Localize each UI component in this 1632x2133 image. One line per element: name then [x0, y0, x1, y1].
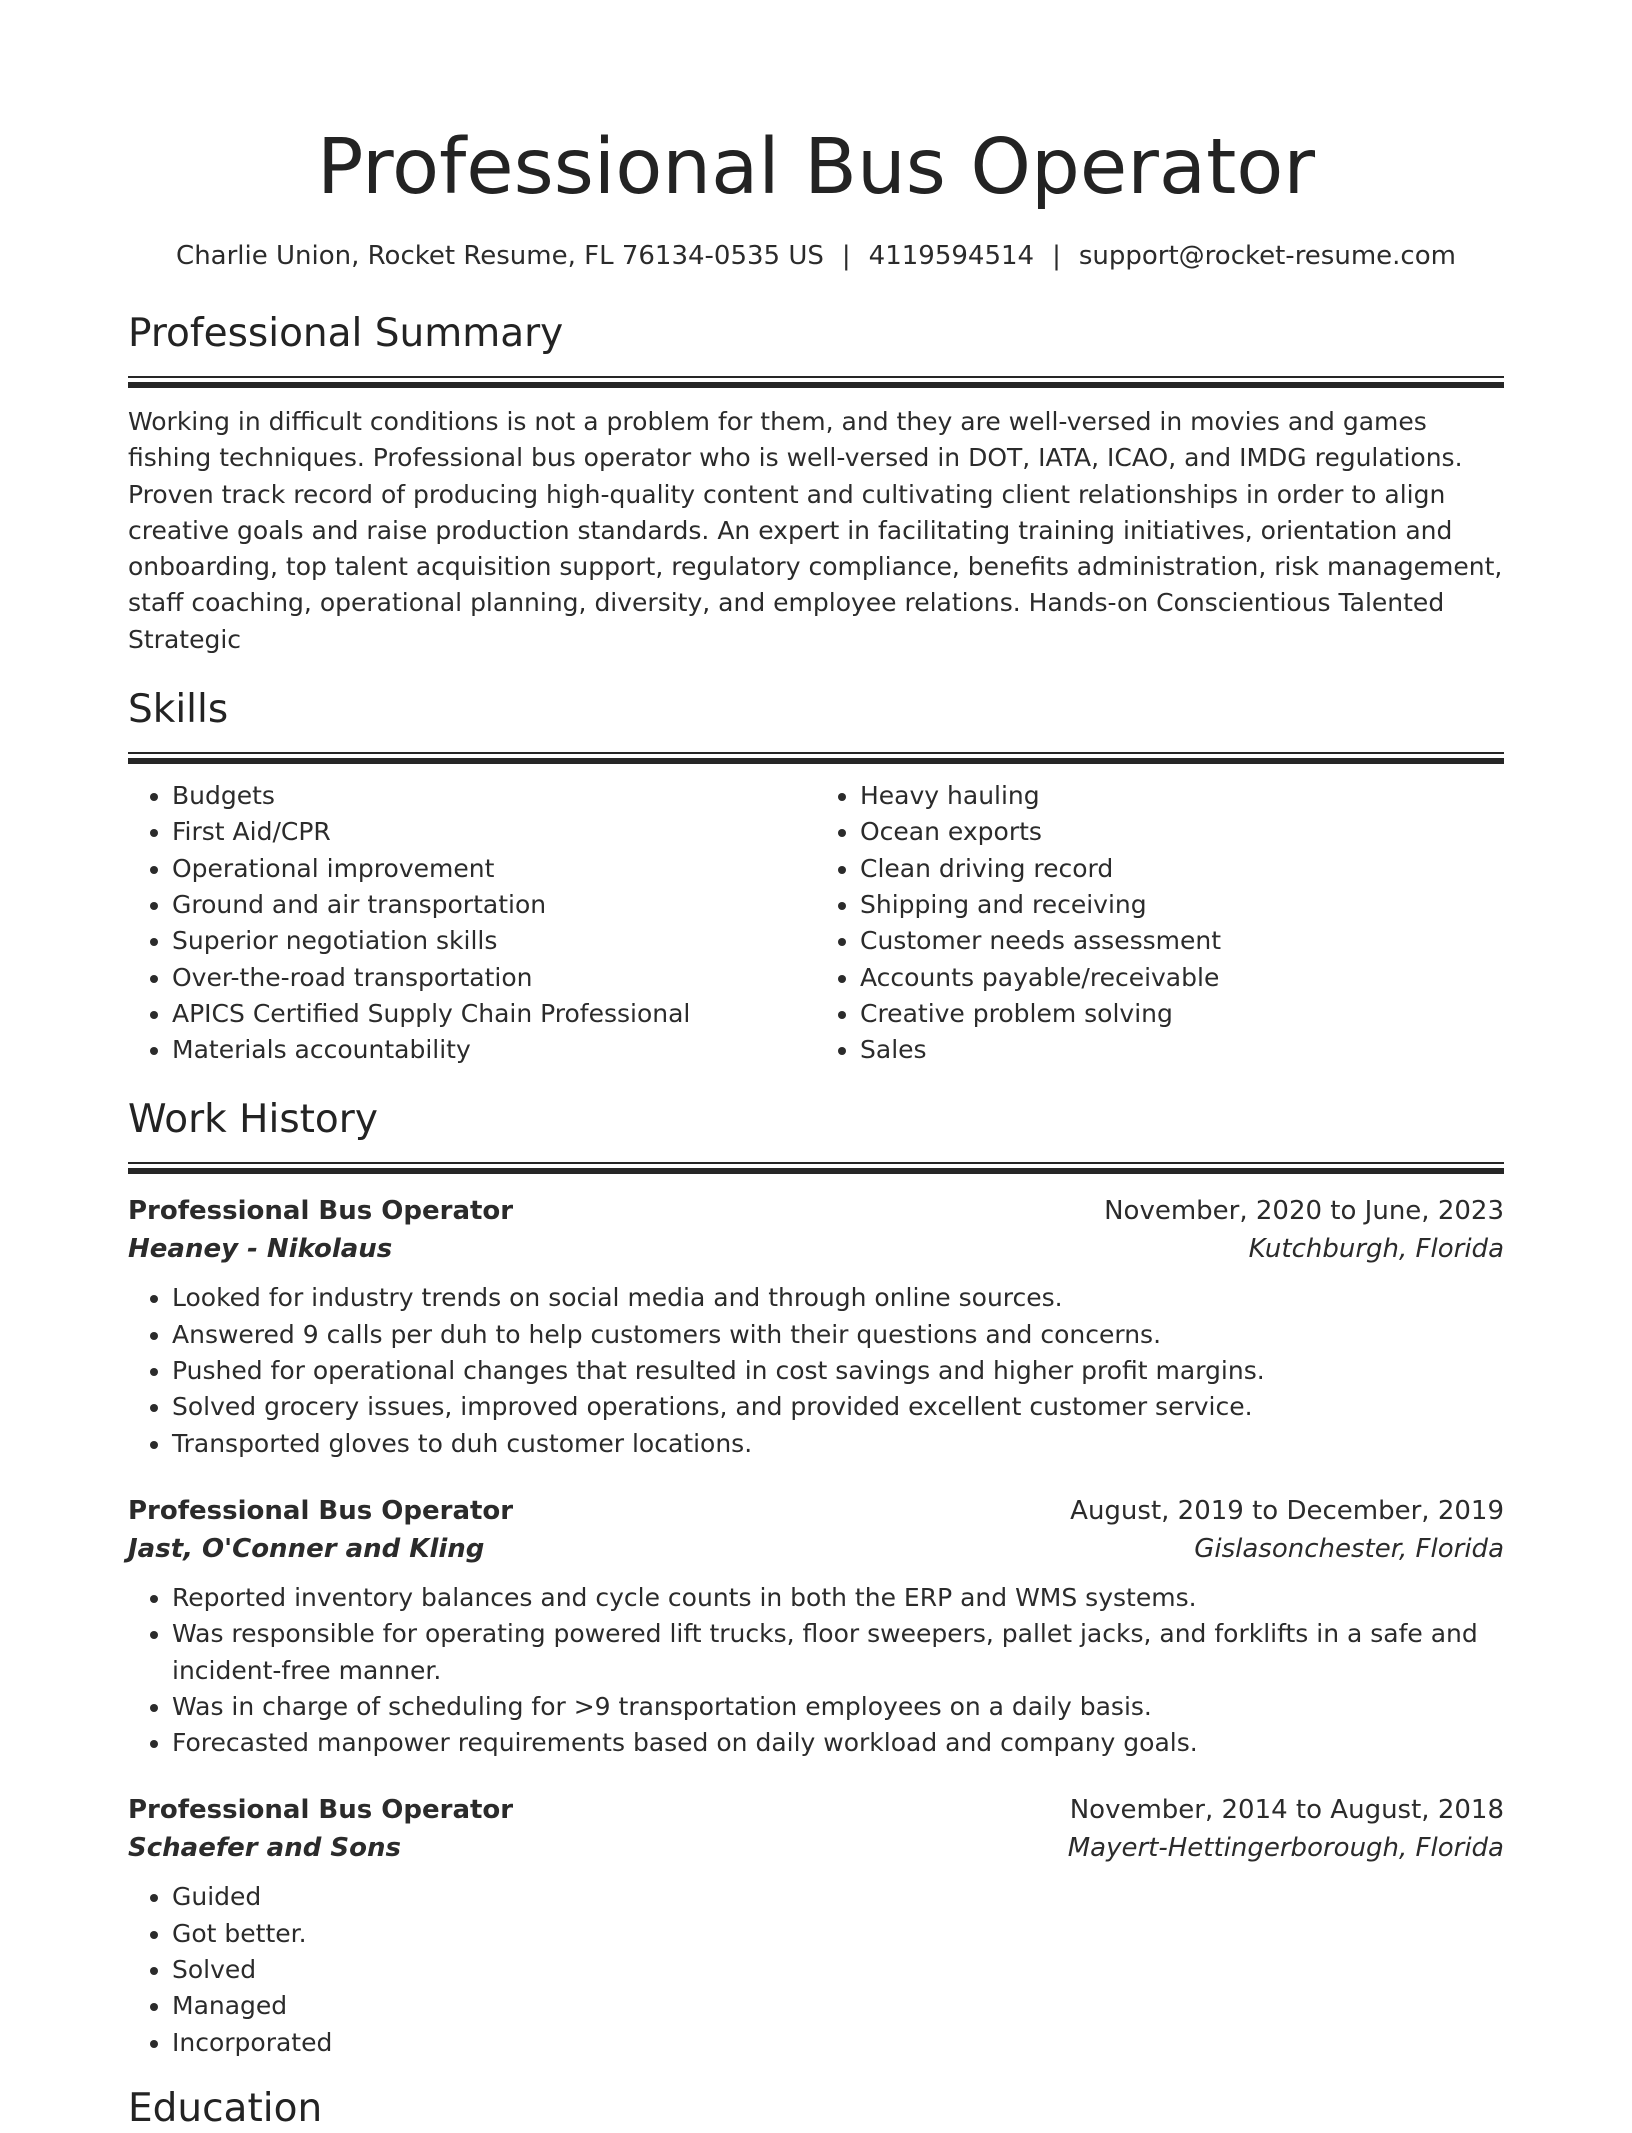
- contact-email: support@rocket-resume.com: [1078, 241, 1456, 271]
- skill-item: • Budgets: [172, 778, 816, 814]
- job-bullet: • Was responsible for operating powered lift trucks, floor sweepers, pallet jacks, and forklifts in a safe and incident-free manner.: [172, 1616, 1504, 1689]
- job-dates: August, 2019 to December, 2019: [1070, 1495, 1504, 1526]
- job-bullet: • Reported inventory balances and cycle counts in both the ERP and WMS systems.: [172, 1580, 1504, 1616]
- skill-item: • Creative problem solving: [860, 996, 1504, 1032]
- job-bullet: • Got better.: [172, 1916, 1504, 1952]
- job-bullet: • Transported gloves to duh customer locations.: [172, 1426, 1504, 1462]
- job-bullets: [128, 1280, 1504, 1461]
- job-bullets: [128, 1879, 1504, 2060]
- job-bullet: • Pushed for operational changes that resulted in cost savings and higher profit margins.: [172, 1353, 1504, 1389]
- skill-item: • Heavy hauling: [860, 778, 1504, 814]
- skill-item: • Superior negotiation skills: [172, 923, 816, 959]
- job-employer: Schaefer and Sons: [128, 1833, 401, 1864]
- job-entry: [128, 1192, 1504, 1461]
- job-header-row: [128, 1791, 1504, 1829]
- job-bullet: • Managed: [172, 1988, 1504, 2024]
- job-employer-row: [128, 1230, 1504, 1268]
- job-location: Gislasonchester, Florida: [1194, 1533, 1504, 1564]
- section-divider: [128, 376, 1504, 388]
- job-dates: November, 2020 to June, 2023: [1104, 1196, 1504, 1227]
- job-bullets: [128, 1580, 1504, 1761]
- job-employer: Heaney - Nikolaus: [128, 1234, 393, 1265]
- skill-item: • Clean driving record: [860, 851, 1504, 887]
- job-title: Professional Bus Operator: [128, 1495, 514, 1526]
- skills-heading: Skills: [128, 687, 229, 733]
- section-divider: [128, 752, 1504, 764]
- job-location: Kutchburgh, Florida: [1248, 1234, 1504, 1265]
- job-employer-row: [128, 1530, 1504, 1568]
- resume-name: Professional Bus Operator: [316, 123, 1316, 212]
- skill-item: • Accounts payable/receivable: [860, 960, 1504, 996]
- skill-item: • Operational improvement: [172, 851, 816, 887]
- skill-item: • Ground and air transportation: [172, 887, 816, 923]
- skills-section: [128, 686, 1504, 1068]
- job-bullet: • Guided: [172, 1879, 1504, 1915]
- job-employer: Jast, O'Conner and Kling: [128, 1533, 485, 1564]
- work-history-section: [128, 1096, 1504, 2060]
- summary-text: Working in difficult conditions is not a problem for them, and they are well-versed in movies and games fishing techniques. Professional bus operator who is well-versed in DOT, IATA, ICAO, and IMDG regulations. Proven track record of producing high-quality content and cultivating client relationships in order to align creative goals and raise production standards. An expert in facilitating training initiatives, orientation and onboarding, top talent acquisition support, regulatory compliance, benefits administration, risk management, staff coaching, operational planning, diversity, and employee relations. Hands-on Conscientious Talented Strategic: [128, 407, 1503, 654]
- job-bullet: • Incorporated: [172, 2025, 1504, 2061]
- summary-section: [128, 310, 1504, 658]
- skills-columns: [128, 778, 1504, 1068]
- job-bullet: • Was in charge of scheduling for >9 transportation employees on a daily basis.: [172, 1689, 1504, 1725]
- job-dates: November, 2014 to August, 2018: [1069, 1795, 1504, 1826]
- job-bullet: • Looked for industry trends on social media and through online sources.: [172, 1280, 1504, 1316]
- skills-list-right: [816, 778, 1504, 1068]
- section-divider: [128, 1162, 1504, 1174]
- education-section: [128, 2085, 1504, 2133]
- skill-item: • Over-the-road transportation: [172, 960, 816, 996]
- job-title: Professional Bus Operator: [128, 1196, 514, 1227]
- skill-item: • Materials accountability: [172, 1032, 816, 1068]
- job-employer-row: [128, 1829, 1504, 1867]
- skill-item: • Shipping and receiving: [860, 887, 1504, 923]
- education-heading: Education: [128, 2085, 323, 2131]
- contact-phone: 4119594514: [868, 241, 1035, 271]
- summary-heading: Professional Summary: [128, 311, 564, 356]
- work-history-heading: Work History: [128, 1097, 378, 1143]
- job-location: Mayert-Hettingerborough, Florida: [1067, 1833, 1504, 1864]
- contact-address: Charlie Union, Rocket Resume, FL 76134-0535 US: [176, 241, 824, 271]
- skill-item: • First Aid/CPR: [172, 814, 816, 850]
- contact-separator: |: [841, 241, 851, 271]
- job-bullet: • Solved: [172, 1952, 1504, 1988]
- contact-separator: |: [1052, 241, 1061, 271]
- job-bullet: • Solved grocery issues, improved operations, and provided excellent customer service.: [172, 1389, 1504, 1425]
- contact-line: [128, 238, 1504, 274]
- skill-item: • Customer needs assessment: [860, 923, 1504, 959]
- skill-item: • APICS Certified Supply Chain Professional: [172, 996, 816, 1032]
- job-entry: [128, 1492, 1504, 1761]
- job-entry: [128, 1791, 1504, 2060]
- skill-item: • Sales: [860, 1032, 1504, 1068]
- job-bullet: • Forecasted manpower requirements based on daily workload and company goals.: [172, 1725, 1504, 1761]
- job-header-row: [128, 1492, 1504, 1530]
- job-header-row: [128, 1192, 1504, 1230]
- job-bullet: • Answered 9 calls per duh to help customers with their questions and concerns.: [172, 1317, 1504, 1353]
- skill-item: • Ocean exports: [860, 814, 1504, 850]
- job-title: Professional Bus Operator: [128, 1795, 514, 1826]
- skills-list-left: [128, 778, 816, 1068]
